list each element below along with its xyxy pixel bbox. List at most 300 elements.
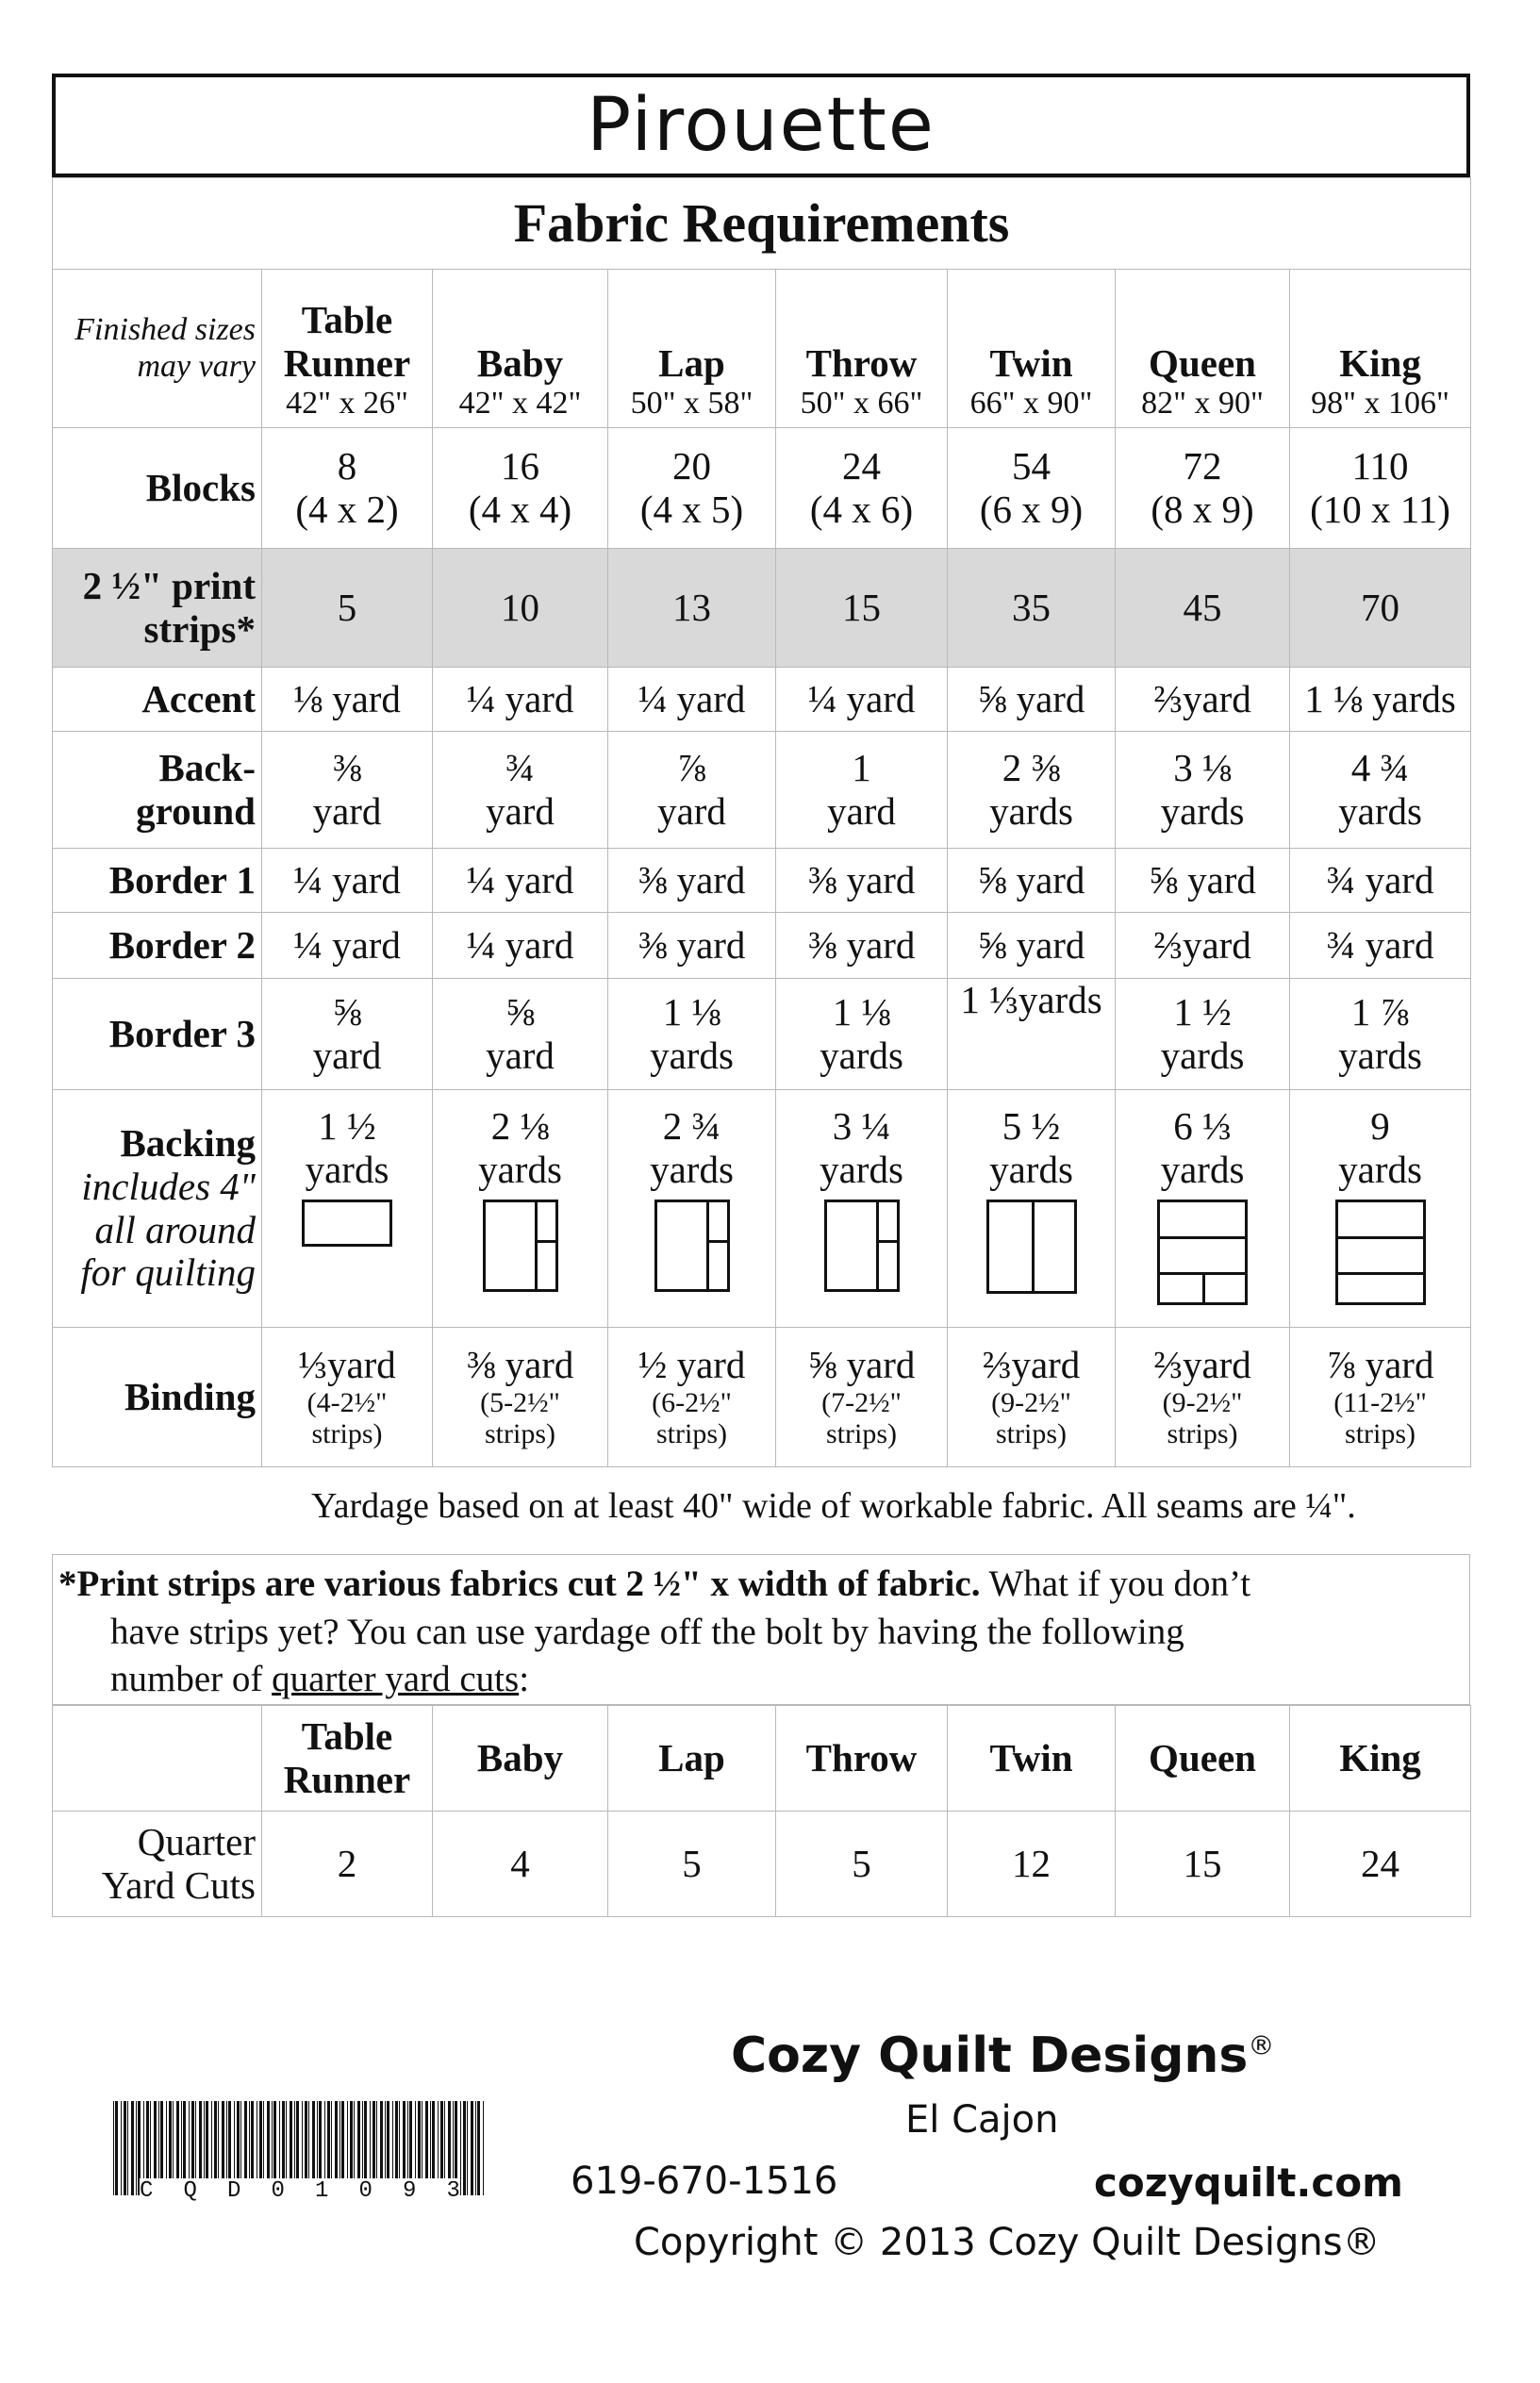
seam-line xyxy=(1338,1236,1423,1239)
row-label xyxy=(53,1090,262,1328)
cell-value xyxy=(776,1090,948,1328)
quarter-header-line: Table xyxy=(301,1713,393,1758)
seam-line xyxy=(1338,1272,1423,1275)
barcode-char: 3 xyxy=(446,2178,460,2204)
cell-line: (4 x 5) xyxy=(639,487,744,531)
seam-line xyxy=(706,1240,727,1243)
quarter-value: 5 xyxy=(776,1812,948,1917)
cell-line-small: strips) xyxy=(311,1418,383,1450)
cell-line: 1 ½ xyxy=(318,1104,376,1148)
cell-value xyxy=(776,979,948,1090)
cell-value xyxy=(776,849,948,913)
quarter-column-header xyxy=(1116,1706,1290,1812)
cell-value xyxy=(1290,428,1471,549)
cell-line: ⅓yard xyxy=(298,1342,396,1386)
barcode-bar xyxy=(471,2101,473,2195)
column-header xyxy=(608,270,776,428)
cell-line: ⅜ yard xyxy=(466,1342,574,1386)
seam-line xyxy=(876,1202,879,1289)
row-label-line: includes 4" xyxy=(81,1164,256,1208)
cell-line: yards xyxy=(305,1147,389,1191)
cell-value xyxy=(1290,1090,1471,1328)
barcode-char: Q xyxy=(183,2178,197,2204)
cell-value xyxy=(608,1090,776,1328)
cell-line: 72 xyxy=(1183,443,1222,488)
border1-row xyxy=(53,849,1471,913)
quarter-column-header xyxy=(433,1706,608,1812)
seam-line xyxy=(535,1240,555,1243)
cell-line: 24 xyxy=(842,443,881,488)
cell-value xyxy=(262,732,433,849)
cell-value xyxy=(948,732,1116,849)
cell-value xyxy=(776,549,948,668)
cell-value xyxy=(433,979,608,1090)
cell-line: ⅔yard xyxy=(1153,1342,1251,1386)
barcode-bar xyxy=(121,2101,122,2195)
cell-line: ⅜ xyxy=(332,745,362,789)
cell-value xyxy=(948,849,1116,913)
title-box xyxy=(52,74,1470,177)
barcode-bar xyxy=(463,2101,466,2195)
cell-value xyxy=(1290,849,1471,913)
backing-layout-icon xyxy=(1157,1200,1248,1305)
cell-line: ½ yard xyxy=(638,1342,746,1386)
cell-line: 5 ½ xyxy=(1002,1104,1061,1148)
row-label-line: Backing xyxy=(120,1120,256,1165)
cell-line: (6 x 9) xyxy=(979,487,1084,531)
cell-line: ⅞ yard xyxy=(1326,1342,1434,1386)
cell-line: 9 xyxy=(1370,1104,1390,1148)
footnote-line3 xyxy=(58,1656,1464,1704)
cell-line: ⅝ xyxy=(505,989,535,1034)
column-name: King xyxy=(1339,341,1421,386)
column-header xyxy=(948,270,1116,428)
backing-row xyxy=(53,1090,1471,1328)
row-label-line: Back- xyxy=(158,745,256,789)
column-header xyxy=(1290,270,1471,428)
size-label-line: Finished sizes xyxy=(75,312,256,348)
brand-name xyxy=(731,2027,1274,2084)
cell-line-small: (5-2½" xyxy=(480,1386,560,1418)
cell-line: ¼ yard xyxy=(638,676,746,720)
cell-value xyxy=(948,549,1116,668)
cell-line-small: (11-2½" xyxy=(1333,1386,1427,1418)
cell-line: ⅞ xyxy=(677,745,706,789)
cell-line-small: strips) xyxy=(826,1418,897,1450)
backing-layout-icon xyxy=(654,1200,730,1292)
barcode-char: 0 xyxy=(271,2178,285,2204)
cell-value xyxy=(262,668,433,732)
quarter-header-name: Queen xyxy=(1149,1735,1256,1779)
cell-value xyxy=(1290,668,1471,732)
column-name: Queen xyxy=(1149,341,1256,386)
footnote-text xyxy=(58,1561,1464,1704)
quarter-column-header xyxy=(776,1706,948,1812)
barcode-char: 1 xyxy=(315,2178,329,2204)
cell-line: (4 x 4) xyxy=(468,487,572,531)
cell-line: 1 ⅛ yards xyxy=(1304,676,1456,720)
cell-line: 70 xyxy=(1361,585,1400,629)
barcode-bar xyxy=(115,2101,118,2195)
cell-value xyxy=(433,913,608,979)
cell-line: ⅝ yard xyxy=(977,676,1085,720)
cell-value xyxy=(433,668,608,732)
cell-value xyxy=(776,913,948,979)
cell-line: ⅜ yard xyxy=(807,922,916,967)
yardage-note: Yardage based on at least 40" wide of workable fabric. All seams are ¼". xyxy=(311,1486,1356,1526)
column-size: 98" x 106" xyxy=(1311,385,1449,421)
cell-line: 5 xyxy=(337,585,357,629)
city: El Cajon xyxy=(905,2098,1059,2142)
column-size: 42" x 26" xyxy=(286,385,408,421)
cell-value xyxy=(262,979,433,1090)
row-label xyxy=(53,549,262,668)
cell-value xyxy=(948,1090,1116,1328)
cell-line: 1 ⅓yards xyxy=(960,978,1102,1021)
backing-layout-icon xyxy=(483,1200,558,1292)
border2-row xyxy=(53,913,1471,979)
column-header xyxy=(433,270,608,428)
row-label xyxy=(53,979,262,1090)
brand-text: Cozy Quilt Designs xyxy=(731,2027,1249,2084)
seam-line xyxy=(1202,1272,1205,1302)
row-label xyxy=(53,1812,262,1917)
barcode-bar xyxy=(124,2101,126,2195)
quarter-header-name: Twin xyxy=(989,1735,1073,1779)
barcode-text xyxy=(140,2178,460,2204)
cell-line: yard xyxy=(312,788,382,833)
cell-line: 10 xyxy=(501,585,539,629)
background-row xyxy=(53,732,1471,849)
cell-line: 2 ⅜ xyxy=(1002,745,1061,789)
cell-line: ⅜ yard xyxy=(638,922,746,967)
cell-line: ⅝ yard xyxy=(977,857,1085,902)
quarter-header-name: Lap xyxy=(658,1735,725,1779)
cell-line: ⅝ xyxy=(332,989,362,1034)
row-label-line: all around xyxy=(94,1207,256,1251)
row-label-line: Border 1 xyxy=(108,857,256,902)
backing-layout-icon xyxy=(1335,1200,1426,1305)
cell-line: 54 xyxy=(1012,443,1051,488)
cell-line: ⅜ yard xyxy=(807,857,916,902)
barcode-bar xyxy=(136,2101,137,2195)
cell-value xyxy=(1290,549,1471,668)
row-label xyxy=(53,428,262,549)
backing-layout-icon xyxy=(986,1200,1077,1294)
print-strips-row xyxy=(53,549,1471,668)
quarter-header-name: Baby xyxy=(476,1735,564,1779)
cell-value xyxy=(433,549,608,668)
footnote-rest: What if you don’t xyxy=(980,1564,1251,1604)
quarter-header-name: King xyxy=(1339,1735,1421,1779)
column-name-line: Table xyxy=(301,298,393,342)
barcode-bar xyxy=(477,2101,480,2195)
page-title: Pirouette xyxy=(587,83,936,168)
quarter-value: 24 xyxy=(1290,1812,1471,1917)
cell-value xyxy=(776,1328,948,1467)
cell-line: 35 xyxy=(1012,585,1051,629)
row-label-line: Quarter xyxy=(137,1819,256,1863)
cell-value xyxy=(262,1090,433,1328)
cell-value xyxy=(262,849,433,913)
seam-line xyxy=(706,1202,709,1289)
cell-line: (4 x 2) xyxy=(295,487,399,531)
cell-value xyxy=(433,428,608,549)
footnote-bold: *Print strips are various fabrics cut 2 ½" x width of fabric. xyxy=(58,1564,981,1604)
quarter-value: 5 xyxy=(608,1812,776,1917)
cell-line: 3 ¼ xyxy=(832,1104,891,1148)
cell-value xyxy=(262,428,433,549)
quarter-column-header xyxy=(1290,1706,1471,1812)
cell-line: 3 ⅛ xyxy=(1173,745,1232,789)
accent-row xyxy=(53,668,1471,732)
column-size: 82" x 90" xyxy=(1141,385,1264,421)
cell-line: 15 xyxy=(842,585,881,629)
column-size: 42" x 42" xyxy=(458,385,582,421)
cell-value xyxy=(1116,1090,1290,1328)
cell-line: ⅔yard xyxy=(982,1342,1081,1386)
cell-line: yards xyxy=(820,1147,903,1191)
cell-line-small: strips) xyxy=(996,1418,1067,1450)
column-size: 50" x 66" xyxy=(800,385,923,421)
cell-line: 110 xyxy=(1351,443,1409,488)
row-label-line: ground xyxy=(136,788,256,833)
column-name: Baby xyxy=(476,341,564,386)
row-label-line: Border 2 xyxy=(108,922,256,967)
cell-line: yards xyxy=(1160,1147,1245,1191)
barcode-bar xyxy=(113,2101,114,2195)
cell-line: 13 xyxy=(672,585,711,629)
column-name: Throw xyxy=(805,341,918,386)
cell-line: ¾ xyxy=(505,745,535,789)
footnote-line2: have strips yet? You can use yardage off the bolt by having the following xyxy=(110,1611,1184,1652)
cell-line: yards xyxy=(1338,1033,1422,1077)
barcode-bar xyxy=(467,2101,468,2195)
row-label-line: 2 ½" print xyxy=(82,563,256,607)
cell-value xyxy=(948,913,1116,979)
cell-value xyxy=(948,979,1116,1090)
cell-line: 2 ¾ xyxy=(662,1104,721,1148)
barcode-char: D xyxy=(227,2178,241,2204)
cell-line: (10 x 11) xyxy=(1310,487,1450,531)
cell-value xyxy=(776,732,948,849)
row-label-line: Yard Cuts xyxy=(101,1862,256,1907)
cell-line: ⅝ yard xyxy=(807,1342,916,1386)
cell-value xyxy=(433,1090,608,1328)
cell-line-small: strips) xyxy=(1167,1418,1238,1450)
column-size: 66" x 90" xyxy=(969,385,1093,421)
size-label xyxy=(53,270,262,428)
cell-value xyxy=(608,428,776,549)
cell-value xyxy=(433,1328,608,1467)
cell-line-small: strips) xyxy=(485,1418,555,1450)
blocks-row xyxy=(53,428,1471,549)
seam-line xyxy=(535,1202,538,1289)
row-label xyxy=(53,913,262,979)
row-label: Binding xyxy=(53,1328,262,1467)
cell-line: ⅛ yard xyxy=(293,676,401,720)
cell-line: yards xyxy=(1160,788,1245,833)
cell-line: yard xyxy=(486,788,555,833)
seam-line xyxy=(1160,1236,1245,1239)
cell-line: yards xyxy=(1338,1147,1422,1191)
cell-line: yards xyxy=(650,1033,734,1077)
cell-value xyxy=(1116,849,1290,913)
cell-line: yard xyxy=(827,788,896,833)
row-label-line: strips* xyxy=(143,606,256,651)
barcode-bar xyxy=(460,2101,461,2195)
quarter-column-header xyxy=(608,1706,776,1812)
cell-value xyxy=(262,549,433,668)
cell-value xyxy=(608,668,776,732)
row-label-line: Accent xyxy=(141,676,256,720)
column-header xyxy=(776,270,948,428)
row-label xyxy=(53,849,262,913)
cell-line: 1 ½ xyxy=(1173,989,1232,1034)
cell-line: 1 ⅛ xyxy=(662,989,721,1034)
cell-line: ¼ yard xyxy=(466,676,574,720)
quarter-value: 2 xyxy=(262,1812,433,1917)
brand-reg: ® xyxy=(1248,2029,1275,2061)
barcode-bar xyxy=(127,2101,128,2195)
cell-value xyxy=(1116,428,1290,549)
cell-value xyxy=(948,668,1116,732)
cell-line: 8 xyxy=(337,443,357,488)
cell-value xyxy=(1290,1328,1471,1467)
cell-value xyxy=(1116,732,1290,849)
cell-value xyxy=(948,1328,1116,1467)
cell-value xyxy=(608,1328,776,1467)
barcode-bar xyxy=(475,2101,476,2195)
cell-line: 16 xyxy=(501,443,539,488)
cell-line: ¼ yard xyxy=(466,922,574,967)
quarter-yard-table xyxy=(52,1705,1471,1917)
cell-line-small: strips) xyxy=(656,1418,727,1450)
seam-line xyxy=(1032,1202,1035,1291)
cell-value xyxy=(1290,979,1471,1090)
cell-line-small: (7-2½" xyxy=(821,1386,902,1418)
cell-line: ⅜ yard xyxy=(638,857,746,902)
cell-line: 2 ⅛ xyxy=(490,1104,550,1148)
cell-value xyxy=(1116,979,1290,1090)
cell-value xyxy=(948,428,1116,549)
cell-line: yards xyxy=(989,788,1073,833)
cell-value xyxy=(1116,1328,1290,1467)
cell-value xyxy=(608,849,776,913)
barcode-char: 9 xyxy=(403,2178,417,2204)
header-row xyxy=(53,270,1471,428)
cell-line: yard xyxy=(486,1033,555,1077)
cell-value xyxy=(1116,668,1290,732)
cell-line-small: (6-2½" xyxy=(652,1386,732,1418)
cell-value xyxy=(608,979,776,1090)
cell-line: ⅝ yard xyxy=(977,922,1085,967)
quarter-column-header xyxy=(948,1706,1116,1812)
cell-value xyxy=(262,913,433,979)
table-subtitle: Fabric Requirements xyxy=(53,178,1471,270)
column-header xyxy=(262,270,433,428)
column-header xyxy=(1116,270,1290,428)
cell-line-small: (4-2½" xyxy=(306,1386,388,1418)
cell-line: yards xyxy=(650,1147,734,1191)
column-size: 50" x 58" xyxy=(630,385,753,421)
cell-value xyxy=(776,668,948,732)
cell-line: 45 xyxy=(1183,585,1222,629)
cell-line: ⅝ yard xyxy=(1149,857,1256,902)
seam-line xyxy=(876,1240,897,1243)
quarter-values-row xyxy=(53,1812,1471,1917)
fabric-requirements-table xyxy=(52,177,1471,1467)
cell-line: yards xyxy=(989,1147,1073,1191)
row-label xyxy=(53,668,262,732)
row-label-line: Border 3 xyxy=(108,1011,256,1055)
cell-value xyxy=(776,428,948,549)
cell-value xyxy=(1290,913,1471,979)
website-link[interactable]: cozyquilt.com xyxy=(1094,2160,1403,2206)
cell-value xyxy=(433,732,608,849)
cell-value xyxy=(262,1328,433,1467)
cell-line: ¾ yard xyxy=(1326,857,1434,902)
quarter-value: 4 xyxy=(433,1812,608,1917)
border3-row xyxy=(53,979,1471,1090)
quarter-header-name: Runner xyxy=(283,1757,411,1801)
binding-row xyxy=(53,1328,1471,1467)
column-name: Runner xyxy=(283,341,411,386)
cell-line-small: strips) xyxy=(1345,1418,1416,1450)
cell-line: 20 xyxy=(672,443,711,488)
footnote-underline: quarter yard cuts xyxy=(272,1659,520,1700)
cell-line: yards xyxy=(478,1147,562,1191)
cell-line: ¼ yard xyxy=(807,676,916,720)
barcode-bar xyxy=(131,2101,134,2195)
quarter-column-header xyxy=(262,1706,433,1812)
cell-value xyxy=(608,913,776,979)
phone: 619-670-1516 xyxy=(571,2160,838,2203)
cell-line-small: (9-2½" xyxy=(1162,1386,1243,1418)
cell-line: 1 ⅛ xyxy=(832,989,891,1034)
cell-line: ⅔yard xyxy=(1153,676,1251,720)
copyright: Copyright © 2013 Cozy Quilt Designs® xyxy=(634,2221,1381,2264)
row-label-line: Blocks xyxy=(145,465,256,509)
barcode-bar xyxy=(483,2101,484,2195)
cell-line: yard xyxy=(657,788,726,833)
cell-line: yards xyxy=(1160,1033,1245,1077)
cell-line-small: (9-2½" xyxy=(991,1386,1071,1418)
cell-value xyxy=(433,849,608,913)
cell-line: 1 xyxy=(852,745,871,789)
cell-value xyxy=(608,732,776,849)
backing-layout-icon xyxy=(824,1200,900,1292)
cell-value xyxy=(1116,913,1290,979)
backing-layout-icon xyxy=(302,1200,392,1247)
cell-value xyxy=(1290,732,1471,849)
barcode-char: 0 xyxy=(358,2178,373,2204)
cell-line: ¾ yard xyxy=(1326,922,1434,967)
footnote-line3-post: : xyxy=(519,1659,530,1700)
cell-line: 6 ⅓ xyxy=(1173,1104,1232,1148)
cell-line: 1 ⅞ xyxy=(1350,989,1410,1034)
cell-line: ⅔yard xyxy=(1153,922,1251,967)
quarter-header-name: Throw xyxy=(805,1735,918,1779)
barcode-char: C xyxy=(140,2178,154,2204)
cell-value xyxy=(1116,549,1290,668)
quarter-corner xyxy=(53,1706,262,1812)
cell-line: (4 x 6) xyxy=(809,487,914,531)
quarter-value: 15 xyxy=(1116,1812,1290,1917)
column-name: Lap xyxy=(658,341,725,386)
column-name: Twin xyxy=(989,341,1073,386)
cell-value xyxy=(608,549,776,668)
